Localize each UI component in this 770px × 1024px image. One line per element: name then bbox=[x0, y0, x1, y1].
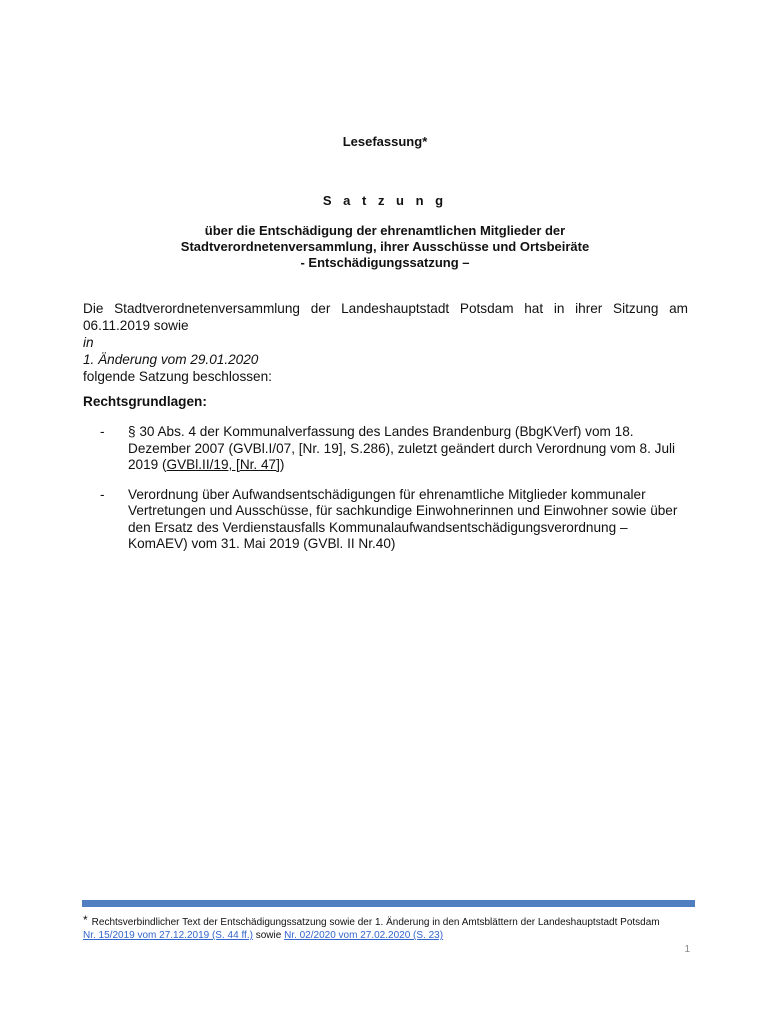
list-item-text: Verordnung über Aufwandsentschädigungen für ehrenamtliche Mitglieder kommunaler Vertretungen und Ausschüsse, für sachkundige Einwohnerinnen und Einwohner sowie über den Ersatz des Verdienstausfalls Kommunalaufwandsentschädigungsverordnung – KomAEV) vom 31. Mai 2019 (GVBl. II Nr.40) bbox=[128, 486, 678, 551]
amtsblatt-link-1[interactable]: Nr. 15/2019 vom 27.12.2019 (S. 44 ff.) bbox=[83, 930, 253, 941]
footnote-divider bbox=[82, 900, 695, 907]
list-dash: - bbox=[100, 486, 105, 502]
footnote-joiner: sowie bbox=[255, 930, 282, 941]
list-item-text: § 30 Abs. 4 der Kommunalverfassung des Landes Brandenburg (BbgKVerf) vom 18. Dezember 2007 (GVBl.I/07, [Nr. 19], S.286), zuletzt geändert durch Verordnung vom 8. Juli 2019 ( bbox=[128, 424, 676, 472]
intro-line: folgende Satzung beschlossen: bbox=[83, 369, 272, 384]
intro-line: Die Stadtverordnetenversammlung der Landeshauptstadt Potsdam hat in ihrer Sitzung am bbox=[83, 301, 688, 316]
intro-line: 06.11.2019 sowie bbox=[83, 318, 189, 333]
intro-paragraph bbox=[83, 300, 688, 385]
list-dash: - bbox=[100, 424, 105, 439]
intro-line-italic: in bbox=[83, 335, 94, 350]
legal-basis-list bbox=[83, 424, 688, 566]
footnote bbox=[83, 913, 693, 942]
gvbl-link[interactable]: GVBl.II/19, [Nr. 47] bbox=[166, 457, 280, 472]
subtitle-line: Stadtverordnetenversammlung, ihrer Ausschüsse und Ortsbeiräte bbox=[180, 239, 590, 254]
footnote-text: Rechtsverbindlicher Text der Entschädigungssatzung sowie der 1. Änderung in den Amtsblättern der Landeshauptstadt Potsdam bbox=[91, 917, 660, 928]
page-number: 1 bbox=[684, 944, 690, 955]
document-title: S a t z u n g bbox=[322, 193, 448, 208]
amendment-date: 1. Änderung vom 29.01.2020 bbox=[83, 352, 259, 367]
reading-version-label: Lesefassung* bbox=[342, 134, 428, 149]
subtitle-line: über die Entschädigung der ehrenamtlichen Mitglieder der bbox=[204, 223, 566, 238]
amtsblatt-link-2[interactable]: Nr. 02/2020 vom 27.02.2020 (S. 23) bbox=[284, 930, 444, 941]
list-item bbox=[83, 424, 688, 474]
list-item-text-end: ) bbox=[279, 457, 285, 472]
document-subtitle bbox=[60, 223, 710, 271]
subtitle-line: - Entschädigungssatzung – bbox=[300, 255, 470, 270]
legal-basis-heading: Rechtsgrundlagen: bbox=[83, 394, 207, 409]
footnote-mark: * bbox=[83, 913, 88, 927]
list-item bbox=[83, 487, 688, 553]
